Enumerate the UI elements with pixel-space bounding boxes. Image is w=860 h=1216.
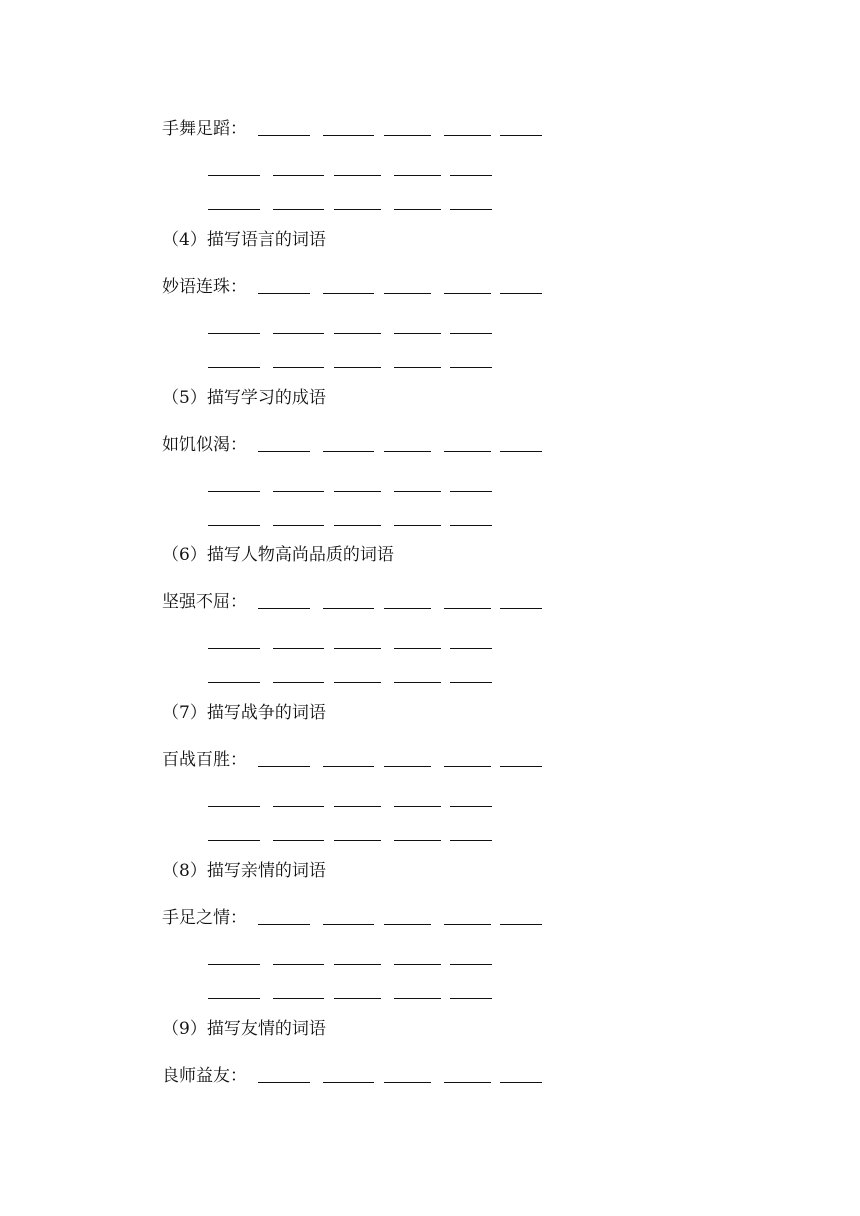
answer-blank[interactable] xyxy=(273,525,324,526)
answer-blank[interactable] xyxy=(450,840,492,841)
answer-blank[interactable] xyxy=(273,491,324,492)
answer-blank[interactable] xyxy=(208,648,260,649)
answer-blank[interactable] xyxy=(208,998,260,999)
answer-blank[interactable] xyxy=(273,682,324,683)
answer-blank[interactable] xyxy=(334,491,381,492)
answer-blank[interactable] xyxy=(450,333,492,334)
section-heading: （5）描写学习的成语 xyxy=(162,387,326,408)
answer-blank[interactable] xyxy=(323,293,374,294)
answer-blank[interactable] xyxy=(444,1082,491,1083)
answer-blank[interactable] xyxy=(394,491,441,492)
section-heading: （7）描写战争的词语 xyxy=(162,703,326,724)
answer-blank[interactable] xyxy=(208,682,260,683)
example-word: 百战百胜： xyxy=(162,750,247,771)
answer-blank[interactable] xyxy=(450,998,492,999)
answer-blank[interactable] xyxy=(334,648,381,649)
example-word: 良师益友： xyxy=(162,1065,247,1086)
answer-blank[interactable] xyxy=(384,608,431,609)
answer-blank[interactable] xyxy=(394,333,441,334)
answer-blank[interactable] xyxy=(323,766,374,767)
answer-blank[interactable] xyxy=(258,1082,310,1083)
answer-blank[interactable] xyxy=(258,924,310,925)
answer-blank[interactable] xyxy=(450,175,492,176)
answer-blank[interactable] xyxy=(258,135,310,136)
answer-blank[interactable] xyxy=(500,451,542,452)
answer-blank[interactable] xyxy=(273,840,324,841)
answer-blank[interactable] xyxy=(208,209,260,210)
answer-blank[interactable] xyxy=(444,608,491,609)
answer-blank[interactable] xyxy=(450,964,492,965)
answer-blank[interactable] xyxy=(208,964,260,965)
answer-blank[interactable] xyxy=(444,451,491,452)
answer-blank[interactable] xyxy=(450,367,492,368)
answer-blank[interactable] xyxy=(334,964,381,965)
example-word: 如饥似渴： xyxy=(162,434,247,455)
answer-blank[interactable] xyxy=(384,1082,431,1083)
answer-blank[interactable] xyxy=(444,293,491,294)
answer-blank[interactable] xyxy=(500,924,542,925)
answer-blank[interactable] xyxy=(394,175,441,176)
answer-blank[interactable] xyxy=(258,293,310,294)
answer-blank[interactable] xyxy=(444,924,491,925)
answer-blank[interactable] xyxy=(384,451,431,452)
answer-blank[interactable] xyxy=(334,682,381,683)
answer-blank[interactable] xyxy=(394,525,441,526)
answer-blank[interactable] xyxy=(450,525,492,526)
section-heading: （4）描写语言的词语 xyxy=(162,229,326,250)
answer-blank[interactable] xyxy=(444,135,491,136)
answer-blank[interactable] xyxy=(450,648,492,649)
answer-blank[interactable] xyxy=(334,209,381,210)
answer-blank[interactable] xyxy=(394,998,441,999)
answer-blank[interactable] xyxy=(450,806,492,807)
answer-blank[interactable] xyxy=(450,682,492,683)
answer-blank[interactable] xyxy=(394,840,441,841)
answer-blank[interactable] xyxy=(273,964,324,965)
answer-blank[interactable] xyxy=(273,209,324,210)
answer-blank[interactable] xyxy=(334,175,381,176)
section-heading: （9）描写友情的词语 xyxy=(162,1018,326,1039)
answer-blank[interactable] xyxy=(258,766,310,767)
example-word: 坚强不屈： xyxy=(162,592,247,613)
answer-blank[interactable] xyxy=(334,333,381,334)
answer-blank[interactable] xyxy=(384,293,431,294)
answer-blank[interactable] xyxy=(384,135,431,136)
answer-blank[interactable] xyxy=(258,608,310,609)
answer-blank[interactable] xyxy=(450,209,492,210)
answer-blank[interactable] xyxy=(273,367,324,368)
answer-blank[interactable] xyxy=(208,806,260,807)
answer-blank[interactable] xyxy=(208,491,260,492)
example-word: 妙语连珠： xyxy=(162,276,247,297)
answer-blank[interactable] xyxy=(334,367,381,368)
section-heading: （6）描写人物高尚品质的词语 xyxy=(162,545,394,566)
answer-blank[interactable] xyxy=(450,491,492,492)
answer-blank[interactable] xyxy=(334,840,381,841)
answer-blank[interactable] xyxy=(500,1082,542,1083)
answer-blank[interactable] xyxy=(273,333,324,334)
answer-blank[interactable] xyxy=(208,333,260,334)
answer-blank[interactable] xyxy=(394,682,441,683)
answer-blank[interactable] xyxy=(323,135,374,136)
answer-blank[interactable] xyxy=(444,766,491,767)
answer-blank[interactable] xyxy=(384,924,431,925)
example-word: 手舞足蹈： xyxy=(162,119,247,139)
answer-blank[interactable] xyxy=(323,924,374,925)
answer-blank[interactable] xyxy=(394,648,441,649)
answer-blank[interactable] xyxy=(208,525,260,526)
answer-blank[interactable] xyxy=(323,1082,374,1083)
answer-blank[interactable] xyxy=(500,608,542,609)
section-heading: （8）描写亲情的词语 xyxy=(162,861,326,881)
answer-blank[interactable] xyxy=(334,998,381,999)
answer-blank[interactable] xyxy=(384,766,431,767)
answer-blank[interactable] xyxy=(273,175,324,176)
answer-blank[interactable] xyxy=(500,766,542,767)
answer-blank[interactable] xyxy=(334,806,381,807)
example-word: 手足之情： xyxy=(162,908,247,928)
answer-blank[interactable] xyxy=(208,367,260,368)
answer-blank[interactable] xyxy=(394,209,441,210)
answer-blank[interactable] xyxy=(273,648,324,649)
answer-blank[interactable] xyxy=(273,806,324,807)
answer-blank[interactable] xyxy=(208,840,260,841)
answer-blank[interactable] xyxy=(323,451,374,452)
answer-blank[interactable] xyxy=(500,293,542,294)
answer-blank[interactable] xyxy=(273,998,324,999)
answer-blank[interactable] xyxy=(334,525,381,526)
answer-blank[interactable] xyxy=(208,175,260,176)
answer-blank[interactable] xyxy=(394,806,441,807)
answer-blank[interactable] xyxy=(258,451,310,452)
answer-blank[interactable] xyxy=(500,135,542,136)
answer-blank[interactable] xyxy=(323,608,374,609)
answer-blank[interactable] xyxy=(394,964,441,965)
answer-blank[interactable] xyxy=(394,367,441,368)
